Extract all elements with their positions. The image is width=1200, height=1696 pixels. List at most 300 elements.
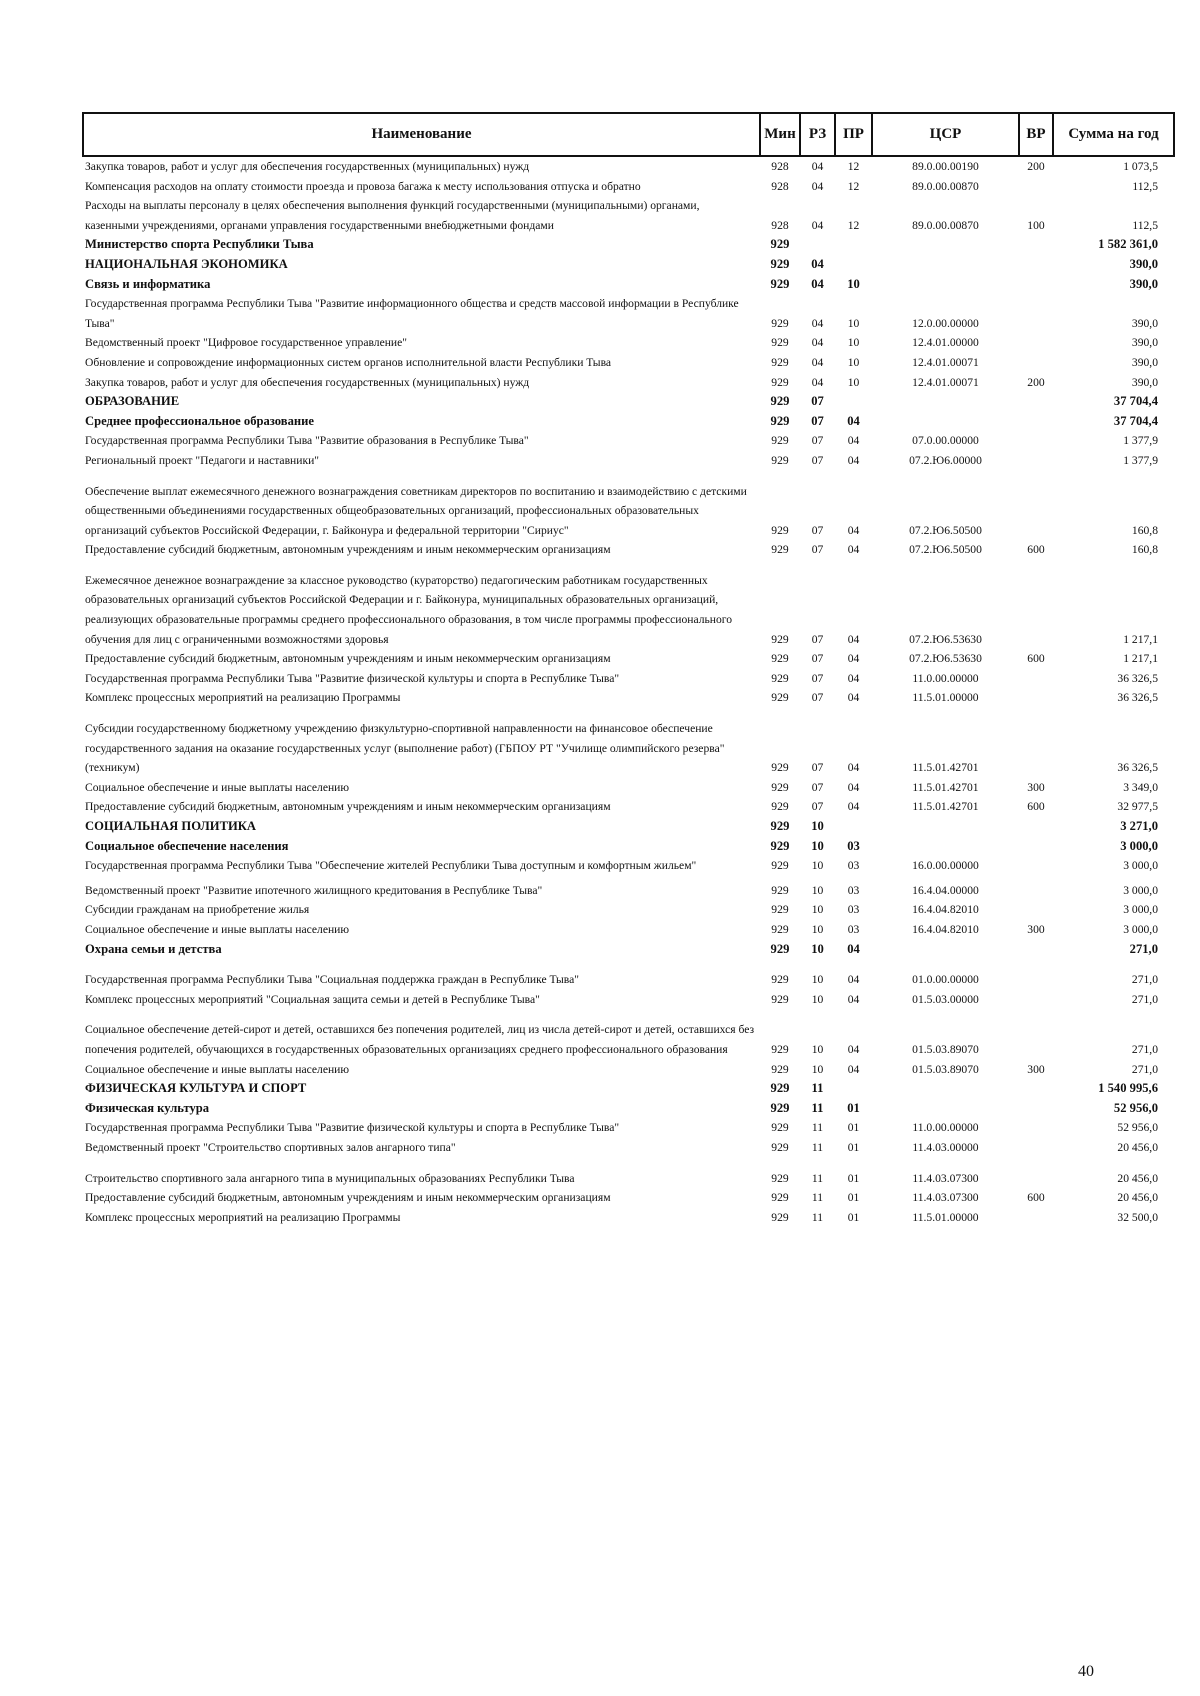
row-csr	[872, 275, 1019, 295]
row-min: 929	[771, 316, 789, 330]
row-sum: 32 977,5	[1117, 800, 1158, 814]
table-row	[83, 797, 1174, 817]
row-csr: 89.0.00.00190	[912, 160, 979, 173]
row-vr	[1019, 392, 1053, 412]
row-vr	[1019, 688, 1053, 708]
header-csr: ЦСР	[872, 113, 1019, 156]
row-sum: 160,8	[1131, 543, 1158, 557]
row-pr: 10	[847, 316, 860, 330]
row-vr	[1019, 412, 1053, 432]
budget-table	[82, 112, 1175, 1227]
row-name: НАЦИОНАЛЬНАЯ ЭКОНОМИКА	[85, 256, 288, 271]
row-pr: 04	[847, 992, 860, 1006]
row-sum: 271,0	[1131, 1062, 1158, 1076]
row-pr: 10	[847, 355, 860, 369]
table-row	[83, 392, 1174, 412]
row-sum: 52 956,0	[1113, 1100, 1158, 1115]
row-sum: 1 540 995,6	[1098, 1081, 1158, 1096]
row-vr	[1019, 1079, 1053, 1099]
row-min: 929	[771, 992, 789, 1006]
row-sum: 390,0	[1129, 256, 1158, 271]
table-row	[83, 196, 1174, 235]
row-vr	[1019, 837, 1053, 857]
row-vr	[1019, 560, 1053, 649]
row-sum: 3 000,0	[1123, 922, 1158, 936]
row-vr	[1019, 451, 1053, 471]
table-row	[83, 1188, 1174, 1208]
row-min: 929	[770, 1100, 790, 1115]
row-min: 929	[771, 671, 789, 685]
row-rz: 10	[811, 973, 824, 987]
row-sum: 271,0	[1131, 973, 1158, 987]
table-body	[83, 156, 1174, 1227]
row-csr	[872, 255, 1019, 275]
row-name: Предоставление субсидий бюджетным, автономным учреждениям и иным некоммерческим организациям	[85, 652, 611, 666]
row-rz: 04	[811, 179, 824, 193]
row-pr: 04	[847, 761, 860, 775]
table-header-row	[83, 113, 1174, 156]
row-min: 928	[771, 160, 789, 173]
row-vr: 300	[1027, 780, 1045, 794]
row-min: 929	[771, 780, 789, 794]
row-rz: 07	[811, 800, 824, 814]
row-name: Социальное обеспечение и иные выплаты населению	[85, 780, 350, 794]
row-pr	[835, 235, 872, 255]
row-pr: 04	[847, 434, 860, 448]
row-min: 929	[771, 1140, 789, 1154]
row-vr	[1019, 333, 1053, 353]
row-pr: 04	[847, 652, 860, 666]
row-name: Предоставление субсидий бюджетным, автономным учреждениям и иным некоммерческим организациям	[85, 1191, 611, 1205]
row-min: 929	[771, 336, 789, 350]
row-sum: 3 000,0	[1120, 838, 1158, 853]
row-sum: 271,0	[1131, 1042, 1158, 1056]
row-pr: 04	[847, 1062, 860, 1076]
page-number: 40	[1078, 1663, 1094, 1680]
row-vr	[1019, 1099, 1053, 1119]
row-rz: 07	[811, 761, 824, 775]
row-pr: 04	[847, 800, 860, 814]
header-name: Наименование	[83, 113, 760, 156]
table-row	[83, 1079, 1174, 1099]
row-sum: 3 349,0	[1123, 780, 1158, 794]
row-csr: 12.4.01.00071	[912, 375, 979, 389]
row-vr: 200	[1027, 160, 1045, 173]
row-vr	[1019, 177, 1053, 197]
row-sum: 112,5	[1132, 218, 1158, 232]
row-name: Социальное обеспечение детей-сирот и детей, оставшихся без попечения родителей, лиц из числа детей-сирот и детей, оставшихся без попечения родителей, обучающихся в государственных образовательных организациях среднего профессионального образования	[85, 1023, 755, 1056]
row-sum: 1 377,9	[1123, 453, 1158, 467]
row-csr: 89.0.00.00870	[912, 179, 979, 193]
row-pr: 03	[847, 903, 860, 917]
row-sum: 1 217,1	[1123, 632, 1158, 646]
row-rz: 11	[811, 1121, 824, 1135]
row-pr: 01	[847, 1140, 860, 1154]
row-name: Комплекс процессных мероприятий на реализацию Программы	[85, 1210, 401, 1224]
row-min: 929	[771, 1062, 789, 1076]
row-min: 929	[771, 1171, 789, 1185]
header-min: Мин	[760, 113, 800, 156]
row-rz: 07	[811, 434, 824, 448]
table-row	[83, 1138, 1174, 1158]
table-row	[83, 373, 1174, 393]
table-row	[83, 177, 1174, 197]
row-vr	[1019, 856, 1053, 876]
row-min: 929	[771, 800, 789, 814]
row-csr: 11.0.00.00000	[912, 671, 979, 685]
row-sum: 160,8	[1131, 523, 1158, 537]
row-name: Строительство спортивного зала ангарного типа в муниципальных образованиях Республики Тыва	[85, 1171, 575, 1185]
row-vr: 600	[1027, 543, 1045, 557]
row-rz: 10	[811, 883, 824, 897]
row-vr	[1019, 900, 1053, 920]
row-min: 929	[770, 256, 790, 271]
row-pr: 04	[847, 941, 860, 956]
row-name: Государственная программа Республики Тыва "Социальная поддержка граждан в Республике Тыва"	[85, 973, 580, 987]
row-sum: 390,0	[1131, 316, 1158, 330]
row-vr	[1019, 940, 1053, 960]
row-rz: 07	[811, 543, 824, 557]
row-pr: 01	[847, 1191, 860, 1205]
row-vr	[1019, 708, 1053, 778]
row-csr: 16.4.04.00000	[912, 883, 979, 897]
row-csr: 07.2.Ю6.50500	[909, 543, 982, 557]
row-csr: 07.2.Ю6.50500	[909, 523, 982, 537]
row-rz: 10	[811, 941, 824, 956]
row-name: Ведомственный проект "Развитие ипотечного жилищного кредитования в Республике Тыва"	[85, 883, 543, 897]
table-row	[83, 837, 1174, 857]
row-vr	[1019, 1118, 1053, 1138]
row-vr	[1019, 353, 1053, 373]
row-pr: 10	[847, 276, 860, 291]
row-rz: 07	[811, 453, 824, 467]
row-min: 929	[771, 1042, 789, 1056]
row-min: 928	[771, 218, 789, 232]
table-row	[83, 688, 1174, 708]
row-pr: 01	[847, 1100, 860, 1115]
table-row	[83, 294, 1174, 333]
row-pr	[835, 1079, 872, 1099]
row-vr	[1019, 431, 1053, 451]
row-min: 929	[770, 276, 790, 291]
row-vr: 200	[1027, 375, 1045, 389]
table-row	[83, 275, 1174, 295]
row-name: Компенсация расходов на оплату стоимости проезда и провоза багажа к месту использования отпуска и обратно	[85, 179, 641, 193]
table-row	[83, 412, 1174, 432]
row-vr: 600	[1027, 1191, 1045, 1205]
row-rz: 07	[811, 780, 824, 794]
row-vr: 300	[1027, 1062, 1045, 1076]
row-pr: 12	[847, 179, 860, 193]
row-csr: 11.5.01.00000	[912, 1210, 979, 1224]
row-name: Социальное обеспечение и иные выплаты населению	[85, 922, 350, 936]
row-rz: 10	[811, 819, 824, 833]
row-csr: 01.5.03.00000	[912, 992, 979, 1006]
row-csr	[872, 235, 1019, 255]
row-name: Государственная программа Республики Тыва "Обеспечение жителей Республики Тыва доступным и комфортным жильем"	[85, 859, 697, 873]
row-name: СОЦИАЛЬНАЯ ПОЛИТИКА	[85, 819, 256, 833]
row-sum: 112,5	[1132, 179, 1158, 193]
row-sum: 3 271,0	[1120, 819, 1158, 833]
row-pr: 04	[847, 691, 860, 705]
row-rz: 07	[811, 671, 824, 685]
row-name: Государственная программа Республики Тыва "Развитие физической культуры и спорта в Республике Тыва"	[85, 1121, 620, 1135]
row-rz: 10	[811, 1042, 824, 1056]
row-min: 929	[770, 237, 790, 252]
row-csr	[872, 940, 1019, 960]
row-min: 929	[771, 903, 789, 917]
row-pr: 04	[847, 543, 860, 557]
row-name: Предоставление субсидий бюджетным, автономным учреждениям и иным некоммерческим организациям	[85, 800, 611, 814]
row-sum: 1 377,9	[1123, 434, 1158, 448]
row-name: Государственная программа Республики Тыва "Развитие информационного общества и средств массовой информации в Республике Тыва"	[85, 297, 739, 330]
row-pr: 12	[847, 160, 860, 173]
row-sum: 36 326,5	[1117, 761, 1158, 775]
row-vr	[1019, 1158, 1053, 1189]
row-name: Обновление и сопровождение информационных систем органов исполнительной власти Республики Тыва	[85, 355, 612, 369]
row-sum: 32 500,0	[1117, 1210, 1158, 1224]
row-sum: 20 456,0	[1117, 1171, 1158, 1185]
row-min: 929	[771, 434, 789, 448]
table-row	[83, 778, 1174, 798]
row-csr: 01.0.00.00000	[912, 973, 979, 987]
row-csr: 11.5.01.00000	[912, 691, 979, 705]
row-csr: 16.0.00.00000	[912, 859, 979, 873]
row-rz: 07	[811, 652, 824, 666]
row-pr: 03	[847, 859, 860, 873]
row-sum: 37 704,4	[1113, 413, 1158, 428]
row-pr: 04	[847, 1042, 860, 1056]
row-sum: 37 704,4	[1113, 394, 1158, 409]
row-vr: 300	[1027, 922, 1045, 936]
row-rz: 04	[811, 355, 824, 369]
table-row	[83, 1208, 1174, 1228]
row-pr: 01	[847, 1210, 860, 1224]
row-rz: 04	[811, 316, 824, 330]
row-sum: 3 000,0	[1123, 883, 1158, 897]
row-rz: 10	[811, 859, 824, 873]
row-min: 929	[771, 523, 789, 537]
row-sum: 52 956,0	[1117, 1121, 1158, 1135]
row-csr: 11.5.01.42701	[912, 761, 979, 775]
row-sum: 3 000,0	[1123, 859, 1158, 873]
row-pr: 04	[847, 413, 860, 428]
table-row	[83, 990, 1174, 1010]
row-csr: 12.4.01.00000	[912, 336, 979, 350]
row-rz: 10	[811, 992, 824, 1006]
header-vr: ВР	[1019, 113, 1053, 156]
row-sum: 1 217,1	[1123, 652, 1158, 666]
row-rz	[800, 235, 835, 255]
row-sum: 36 326,5	[1117, 671, 1158, 685]
row-name: Комплекс процессных мероприятий на реализацию Программы	[85, 691, 401, 705]
row-name: ОБРАЗОВАНИЕ	[85, 394, 180, 409]
row-csr: 11.5.01.42701	[912, 780, 979, 794]
row-vr	[1019, 669, 1053, 689]
row-rz: 04	[811, 336, 824, 350]
table-row	[83, 255, 1174, 275]
row-rz: 10	[811, 903, 824, 917]
row-pr: 04	[847, 523, 860, 537]
row-csr: 01.5.03.89070	[912, 1062, 979, 1076]
row-min: 929	[770, 413, 790, 428]
table-row	[83, 235, 1174, 255]
header-sum: Сумма на год	[1053, 113, 1174, 156]
row-name: ФИЗИЧЕСКАЯ КУЛЬТУРА И СПОРТ	[85, 1081, 307, 1096]
table-row	[83, 959, 1174, 990]
table-row	[83, 1099, 1174, 1119]
row-vr	[1019, 1009, 1053, 1059]
row-vr	[1019, 990, 1053, 1010]
row-rz: 07	[811, 523, 824, 537]
row-pr: 04	[847, 671, 860, 685]
table-row	[83, 900, 1174, 920]
row-sum: 1 582 361,0	[1098, 237, 1158, 252]
row-sum: 390,0	[1129, 276, 1158, 291]
table-row	[83, 856, 1174, 876]
row-pr: 01	[847, 1171, 860, 1185]
row-name: Охрана семьи и детства	[85, 941, 222, 956]
row-vr: 600	[1027, 800, 1045, 814]
row-name: Связь и информатика	[85, 276, 211, 291]
row-sum: 20 456,0	[1117, 1191, 1158, 1205]
row-csr	[872, 1099, 1019, 1119]
row-name: Государственная программа Республики Тыва "Развитие образования в Республике Тыва"	[85, 434, 529, 448]
table-row	[83, 1118, 1174, 1138]
row-csr: 16.4.04.82010	[912, 922, 979, 936]
row-min: 929	[771, 453, 789, 467]
row-vr	[1019, 959, 1053, 990]
row-rz: 11	[811, 1171, 824, 1185]
row-min: 929	[771, 632, 789, 646]
row-min: 929	[771, 543, 789, 557]
table-row	[83, 1060, 1174, 1080]
row-csr: 11.4.03.07300	[912, 1191, 979, 1205]
table-row	[83, 353, 1174, 373]
row-rz: 10	[811, 838, 824, 853]
row-csr	[872, 837, 1019, 857]
row-csr: 89.0.00.00870	[912, 218, 979, 232]
row-vr	[1019, 876, 1053, 901]
row-min: 929	[770, 838, 790, 853]
table-row	[83, 876, 1174, 901]
row-csr: 11.5.01.42701	[912, 800, 979, 814]
row-rz: 04	[811, 375, 824, 389]
table-row	[83, 1158, 1174, 1189]
row-csr: 07.2.Ю6.00000	[909, 453, 982, 467]
row-rz: 04	[811, 256, 824, 271]
row-rz: 07	[811, 691, 824, 705]
row-pr: 04	[847, 780, 860, 794]
row-sum: 271,0	[1131, 992, 1158, 1006]
row-csr: 07.2.Ю6.53630	[909, 632, 982, 646]
row-csr: 07.0.00.00000	[912, 434, 979, 448]
row-rz: 07	[811, 394, 824, 409]
row-name: Закупка товаров, работ и услуг для обеспечения государственных (муниципальных) нужд	[85, 160, 530, 173]
row-pr: 03	[847, 883, 860, 897]
row-name: Расходы на выплаты персоналу в целях обеспечения выполнения функций государственными (муниципальными) органами, казенными учреждениями, органами управления государственными внебюджетными фондами	[85, 199, 700, 232]
row-rz: 11	[811, 1210, 824, 1224]
row-pr	[835, 392, 872, 412]
table-row	[83, 156, 1174, 177]
row-rz: 07	[811, 632, 824, 646]
row-vr	[1019, 1208, 1053, 1228]
row-min: 929	[770, 819, 790, 833]
row-sum: 3 000,0	[1123, 903, 1158, 917]
row-name: Физическая культура	[85, 1100, 210, 1115]
row-min: 929	[771, 859, 789, 873]
table-row	[83, 817, 1174, 837]
row-min: 929	[771, 922, 789, 936]
row-rz: 07	[811, 413, 824, 428]
row-name: Социальное обеспечение населения	[85, 838, 289, 853]
row-name: Обеспечение выплат ежемесячного денежного вознаграждения советникам директоров по воспитанию и взаимодействию с детскими общественными объединениями государственных общеобразовательных организаций, профессиональных образовательных организаций субъектов Российской Федерации, г. Байконура и федеральной территории "Сириус"	[85, 484, 747, 537]
row-rz: 10	[811, 1062, 824, 1076]
row-csr: 07.2.Ю6.53630	[909, 652, 982, 666]
table-row	[83, 920, 1174, 940]
row-min: 929	[770, 941, 790, 956]
row-vr	[1019, 235, 1053, 255]
row-min: 929	[771, 1121, 789, 1135]
row-min: 929	[771, 973, 789, 987]
row-min: 929	[771, 1191, 789, 1205]
row-rz: 10	[811, 922, 824, 936]
row-sum: 390,0	[1131, 375, 1158, 389]
row-min: 929	[771, 652, 789, 666]
row-pr	[835, 255, 872, 275]
row-sum: 36 326,5	[1117, 691, 1158, 705]
row-rz: 11	[811, 1191, 824, 1205]
row-name: Ежемесячное денежное вознаграждение за классное руководство (кураторство) педагогическим работникам государственных образовательных организаций субъектов Российской Федерации и г. Байконура, муниципальных образовательных организаций, реализующих образовательные программы среднего профессионального образования, в том числе программы профессионального обучения для лиц с ограниченными возможностями здоровья	[85, 573, 733, 646]
row-sum: 271,0	[1129, 941, 1158, 956]
row-name: Предоставление субсидий бюджетным, автономным учреждениям и иным некоммерческим организациям	[85, 543, 611, 557]
table-row	[83, 1009, 1174, 1059]
row-rz: 11	[811, 1140, 824, 1154]
table-row	[83, 649, 1174, 669]
table-row	[83, 708, 1174, 778]
row-vr	[1019, 275, 1053, 295]
row-csr	[872, 1079, 1019, 1099]
row-csr	[872, 817, 1019, 837]
row-name: Ведомственный проект "Строительство спортивных залов ангарного типа"	[85, 1140, 456, 1154]
table-row	[83, 940, 1174, 960]
row-pr: 04	[847, 973, 860, 987]
row-csr	[872, 392, 1019, 412]
row-vr	[1019, 817, 1053, 837]
row-pr: 03	[847, 922, 860, 936]
row-sum: 390,0	[1131, 336, 1158, 350]
row-min: 929	[771, 761, 789, 775]
row-vr: 100	[1027, 218, 1045, 232]
header-rz: РЗ	[800, 113, 835, 156]
row-vr	[1019, 1138, 1053, 1158]
row-min: 929	[770, 1081, 790, 1096]
row-pr: 10	[847, 375, 860, 389]
row-csr: 16.4.04.82010	[912, 903, 979, 917]
row-csr	[872, 412, 1019, 432]
row-min: 929	[771, 355, 789, 369]
row-name: Закупка товаров, работ и услуг для обеспечения государственных (муниципальных) нужд	[85, 375, 530, 389]
row-name: Социальное обеспечение и иные выплаты населению	[85, 1062, 350, 1076]
row-min: 929	[770, 394, 790, 409]
table-row	[83, 540, 1174, 560]
row-min: 929	[771, 691, 789, 705]
row-csr: 12.0.00.00000	[912, 316, 979, 330]
table-row	[83, 669, 1174, 689]
table-row	[83, 431, 1174, 451]
table-row	[83, 471, 1174, 541]
row-rz: 11	[811, 1081, 824, 1096]
